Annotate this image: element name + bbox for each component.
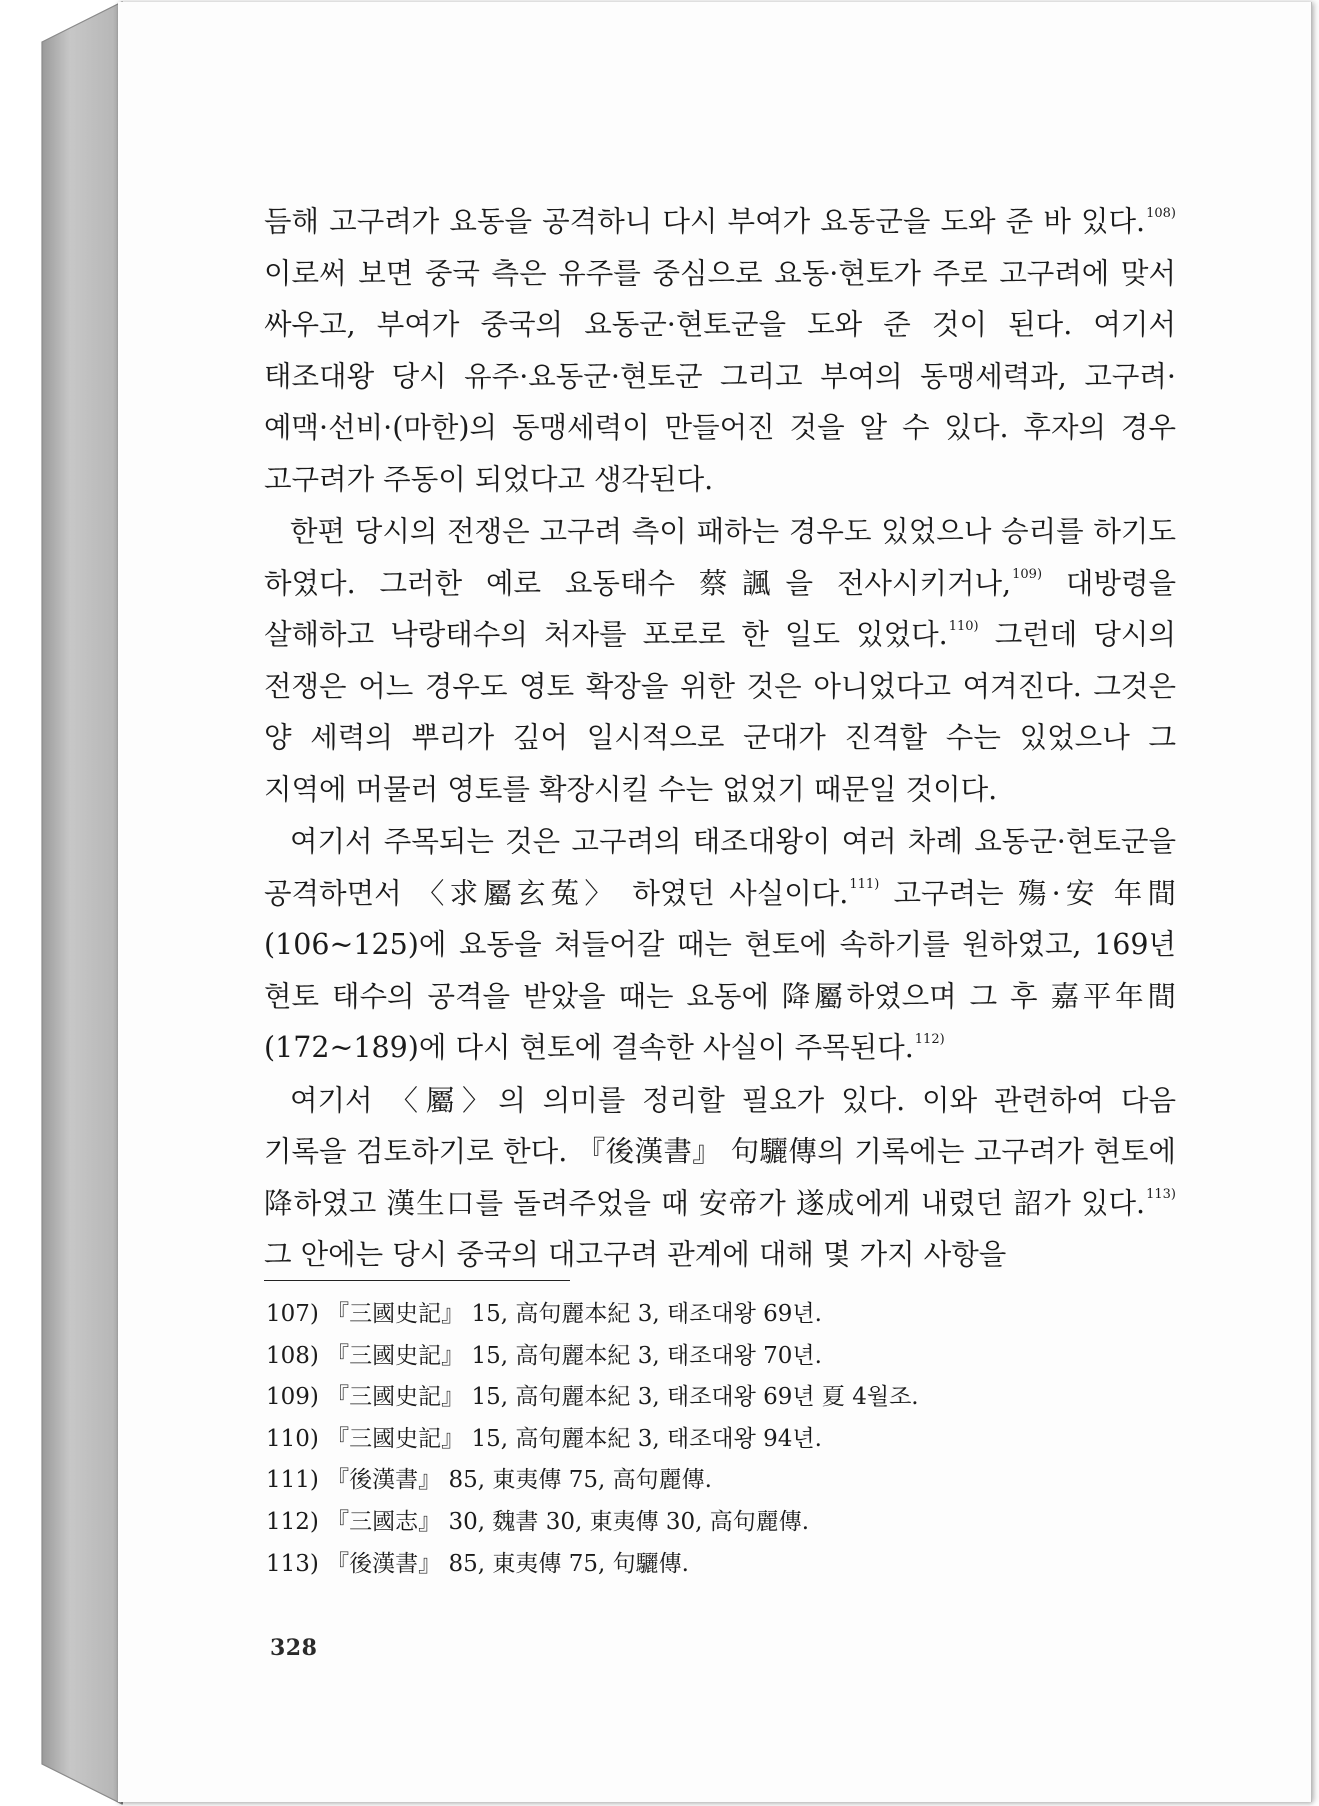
footnote-ref-109: 109) <box>1012 567 1043 582</box>
footnote-ref-112: 112) <box>914 1031 945 1047</box>
footnote-divider <box>264 1280 570 1281</box>
paragraph-4 <box>264 1075 1176 1281</box>
page-number: 328 <box>270 1635 318 1661</box>
paragraph-1 <box>264 196 1176 505</box>
paragraph-3-text-b: 고구려는 殤·安 年間(106~125)에 요동을 쳐들어갈 때는 현토에 속하기를 원하였고, 169년 현토 태수의 공격을 받았을 때는 요동에 降屬하였으며 그 후 嘉平年間(172~189)에 다시 현토에 결속한 사실이 주목된다. <box>264 876 1176 1064</box>
footnote-ref-111: 111) <box>849 877 880 892</box>
paragraph-3 <box>264 816 1176 1074</box>
footnote-112: 112) 『三國志』 30, 魏書 30, 東夷傳 30, 高句麗傳. <box>266 1508 810 1535</box>
paragraph-4-text-a: 여기서 〈屬〉의 의미를 정리할 필요가 있다. 이와 관련하여 다음 기록을 검토하기로 한다. 『後漢書』 句驪傳의 기록에는 고구려가 현토에 降하였고 漢生口를 돌려주었을 때 安帝가 遂成에게 내렸던 詔가 있다. <box>264 1083 1176 1220</box>
paragraph-2-text-b: 대방령을 살해하고 낙랑태수의 처자를 포로로 한 일도 있었다. <box>264 566 1177 651</box>
footnote-108: 108) 『三國史記』 15, 高句麗本紀 3, 태조대왕 70년. <box>266 1342 822 1369</box>
paragraph-2 <box>264 506 1176 815</box>
paragraph-1-text-a: 듬해 고구려가 요동을 공격하니 다시 부여가 요동군을 도와 준 바 있다. <box>264 205 1146 238</box>
footnote-107: 107) 『三國史記』 15, 高句麗本紀 3, 태조대왕 69년. <box>266 1301 822 1327</box>
footnote-ref-113: 113) <box>1146 1187 1176 1202</box>
footnote-ref-108: 108) <box>1146 205 1176 221</box>
footnote-109: 109) 『三國史記』 15, 高句麗本紀 3, 태조대왕 69년 夏 4월조. <box>266 1384 919 1411</box>
body-text <box>264 196 1176 1281</box>
paragraph-1-text-b: 이로써 보면 중국 측은 유주를 중심으로 요동·현토가 주로 고구려에 맞서 싸우고, 부여가 중국의 요동군·현토군을 도와 준 것이 된다. 여기서 태조대왕 당시 유주·요동군·현토군 그리고 부여의 동맹세력과, 고구려·예맥·선비·(마한)의 동맹세력이 만들어진 것을 알 수 있다. 후자의 경우 고구려가 주동이 되었다고 생각된다. <box>264 256 1176 496</box>
book-spine <box>0 0 130 1806</box>
paragraph-3-text-a: 여기서 주목되는 것은 고구려의 태조대왕이 여러 차례 요동군·현토군을 공격하면서 〈求屬玄菟〉 하였던 사실이다. <box>264 825 1176 910</box>
footnote-110: 110) 『三國史記』 15, 高句麗本紀 3, 태조대왕 94년. <box>266 1425 822 1452</box>
paragraph-2-text-c: 그런데 당시의 전쟁은 어느 경우도 영토 확장을 위한 것은 아니었다고 여겨진다. 그것은 양 세력의 뿌리가 깊어 일시적으로 군대가 진격할 수는 있었으나 그 지역에 머물러 영토를 확장시킬 수는 없었기 때문일 것이다. <box>264 618 1176 806</box>
footnote-ref-110: 110) <box>948 618 979 634</box>
footnote-113: 113) 『後漢書』 85, 東夷傳 75, 句驪傳. <box>266 1550 689 1577</box>
paragraph-2-text-a: 한편 당시의 전쟁은 고구려 측이 패하는 경우도 있었으나 승리를 하기도 하였다. 그러한 예로 요동태수 蔡諷을 전사시키거나, <box>264 515 1176 600</box>
paragraph-4-text-b: 그 안에는 당시 중국의 대고구려 관계에 대해 몇 가지 사항을 <box>264 1238 1007 1271</box>
footnotes <box>266 1294 1166 1585</box>
footnote-111: 111) 『後漢書』 85, 東夷傳 75, 高句麗傳. <box>266 1467 712 1494</box>
